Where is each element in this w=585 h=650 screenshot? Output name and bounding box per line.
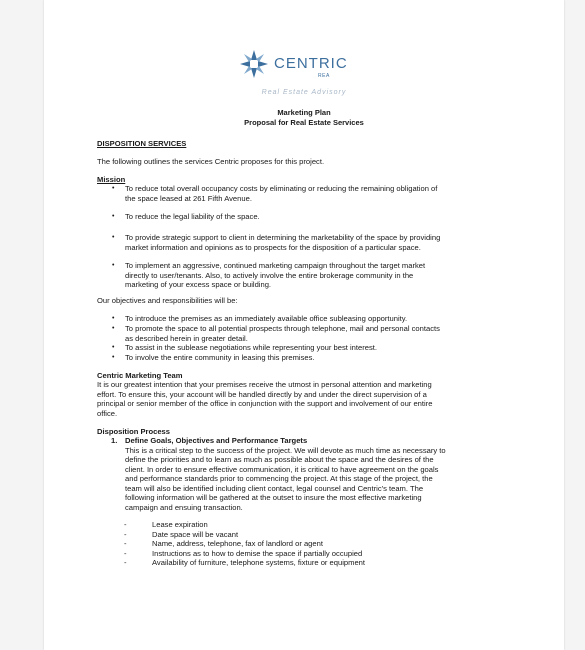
- info-list-item: Availability of furniture, telephone systems, fixture or equipment: [152, 558, 366, 567]
- info-list-item: Date space will be vacant: [152, 529, 239, 539]
- bullet-icon: •: [112, 185, 115, 192]
- bullet-icon: •: [112, 234, 115, 241]
- team-paragraph-line: office.: [97, 408, 118, 418]
- team-paragraph-line: It is our greatest intention that your premises receive the utmost in personal attention and marketing: [97, 380, 432, 389]
- objective-item-line: To promote the space to all potential prospects through telephone, mail and personal contacts: [125, 324, 440, 333]
- mission-item-line: marketing of your excess space or building.: [125, 280, 272, 289]
- objective-item-line: To introduce the premises as an immediately available office subleasing opportunity.: [125, 314, 408, 323]
- mission-item-line: To implement an aggressive, continued marketing campaign throughout the target market: [125, 261, 426, 270]
- bullet-icon: •: [112, 354, 115, 361]
- process-paragraph-line: client. In order to ensure effective communication, it is critical to have agreement on the goals: [125, 464, 439, 474]
- mission-heading: Mission: [97, 175, 126, 184]
- tagline: Real Estate Advisory: [261, 89, 347, 96]
- doc-subtitle: Proposal for Real Estate Services: [244, 118, 364, 127]
- team-paragraph-line: principal or senior member of the office in conjunction with the support and involvement of our entire: [97, 399, 433, 408]
- doc-title: Marketing Plan: [277, 108, 331, 117]
- team-paragraph-line: effort. To ensure this, your account will be handled directly by and under the direct supervision of a: [97, 389, 427, 399]
- process-heading: Disposition Process: [97, 427, 171, 436]
- mission-item-line: the space leased at 261 Fifth Avenue.: [125, 193, 252, 203]
- step-title: Define Goals, Objectives and Performance Targets: [125, 436, 308, 445]
- info-list-item: Instructions as to how to demise the space if partially occupied: [152, 548, 363, 558]
- bullet-icon: •: [112, 262, 115, 269]
- objective-item-line: To assist in the sublease negotiations while representing your best interest.: [125, 343, 378, 352]
- process-paragraph-line: This is a critical step to the success of the project. We will devote as much time as necessary to: [125, 445, 446, 455]
- info-list-item: Lease expiration: [152, 520, 208, 529]
- dash-marker: -: [124, 558, 127, 567]
- objectives-intro: Our objectives and responsibilities will be:: [97, 296, 238, 305]
- disposition-heading: DISPOSITION SERVICES: [97, 139, 187, 148]
- document-page: [44, 0, 564, 650]
- centric-logo-icon: [236, 46, 272, 82]
- bullet-icon: •: [112, 213, 115, 220]
- team-heading: Centric Marketing Team: [97, 371, 183, 380]
- centric-logo: [236, 46, 366, 86]
- dash-marker: -: [124, 548, 127, 558]
- mission-item-line: market information and opinions as to prospects for the disposition of a particular space.: [125, 242, 421, 252]
- objective-item-line: as described herein in greater detail.: [125, 333, 248, 343]
- logo-sub: REA: [318, 73, 330, 79]
- bullet-icon: •: [112, 325, 115, 332]
- disposition-intro: The following outlines the services Centric proposes for this project.: [97, 157, 325, 166]
- info-list-item: Name, address, telephone, fax of landlord or agent: [152, 539, 323, 548]
- dash-marker: -: [124, 520, 127, 529]
- process-paragraph-line: campaign and ensuing transaction.: [125, 502, 243, 512]
- process-paragraph-line: following information will be gathered at the outset to insure the most effective marketing: [125, 493, 422, 502]
- objective-item-line: To involve the entire community in leasing this premises.: [125, 353, 315, 362]
- bullet-icon: •: [112, 344, 115, 351]
- mission-item-line: directly to user/tenants. Also, to actively involve the entire brokerage community in the: [125, 270, 414, 280]
- logo-name: CENTRIC: [274, 55, 348, 72]
- dash-marker: -: [124, 529, 127, 539]
- mission-item-line: To reduce total overall occupancy costs by eliminating or reducing the remaining obligation of: [125, 184, 438, 193]
- bullet-icon: •: [112, 315, 115, 322]
- dash-marker: -: [124, 539, 127, 548]
- process-paragraph-line: define the priorities and to learn as much as possible about the space and the desires of the: [125, 455, 434, 464]
- mission-item-line: To provide strategic support to client in determining the marketability of the space by providing: [125, 233, 441, 242]
- process-paragraph-line: and performance standards prior to commencing the project. At this stage of the project, the: [125, 474, 433, 483]
- step-number: 1.: [111, 436, 118, 445]
- process-paragraph-line: team will also be identified including client contact, legal counsel and Centric's team. The: [125, 483, 424, 493]
- mission-item-line: To reduce the legal liability of the space.: [125, 212, 260, 221]
